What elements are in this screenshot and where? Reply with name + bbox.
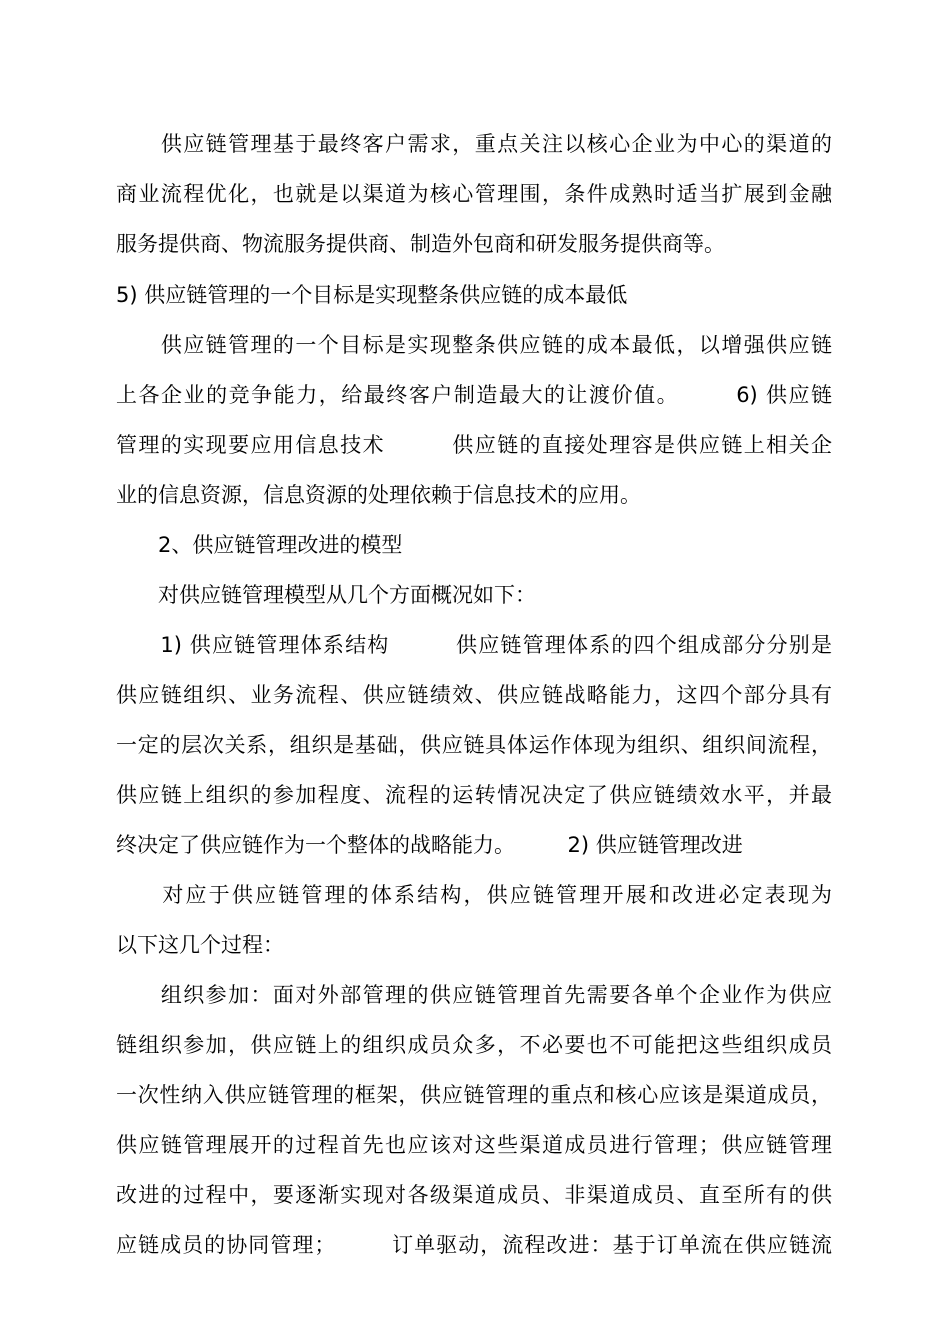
text-line: 以下这几个过程： (116, 933, 284, 957)
text-line: 应链成员的协同管理； 订单驱动，流程改进：基于订单流在供应链流 (116, 1233, 832, 1257)
text-line: 业的信息资源，信息资源的处理依赖于信息技术的应用。 (116, 483, 641, 507)
text-line: 服务提供商、物流服务提供商、制造外包商和研发服务提供商等。 (116, 232, 725, 256)
text-line: 一次性纳入供应链管理的框架，供应链管理的重点和核心应该是渠道成员， (116, 1083, 832, 1107)
text-line: 对应于供应链管理的体系结构，供应链管理开展和改进必定表现为 (116, 883, 832, 907)
text-line: 供应链组织、业务流程、供应链绩效、供应链战略能力，这四个部分具有 (116, 683, 832, 707)
text-line: 供应链上组织的参加程度、流程的运转情况决定了供应链绩效水平，并最 (116, 783, 832, 807)
text-line: 对供应链管理模型从几个方面概况如下： (116, 583, 536, 607)
section-heading: 2、供应链管理改进的模型 (116, 533, 403, 557)
text-line: 一定的层次关系，组织是基础，供应链具体运作体现为组织、组织间流程， (116, 733, 832, 757)
text-line: 供应链管理展开的过程首先也应该对这些渠道成员进行管理；供应链管理 (116, 1133, 832, 1157)
text-line: 终决定了供应链作为一个整体的战略能力。 2) 供应链管理改进 (116, 833, 743, 857)
text-line: 链组织参加，供应链上的组织成员众多，不必要也不可能把这些组织成员 (116, 1033, 832, 1057)
text-line: 改进的过程中，要逐渐实现对各级渠道成员、非渠道成员、直至所有的供 (116, 1183, 832, 1207)
text-line: 5) 供应链管理的一个目标是实现整条供应链的成本最低 (116, 283, 628, 307)
text-line: 上各企业的竞争能力，给最终客户制造最大的让渡价值。 6) 供应链 (116, 383, 832, 407)
text-line: 商业流程优化，也就是以渠道为核心管理围，条件成熟时适当扩展到金融 (116, 182, 832, 206)
text-line: 供应链管理基于最终客户需求，重点关注以核心企业为中心的渠道的 (116, 132, 832, 156)
text-line: 1) 供应链管理体系结构 供应链管理体系的四个组成部分分别是 (116, 633, 832, 657)
text-line: 管理的实现要应用信息技术 供应链的直接处理容是供应链上相关企 (116, 433, 832, 457)
text-line: 组织参加：面对外部管理的供应链管理首先需要各单个企业作为供应 (116, 983, 832, 1007)
text-line: 供应链管理的一个目标是实现整条供应链的成本最低，以增强供应链 (116, 333, 832, 357)
